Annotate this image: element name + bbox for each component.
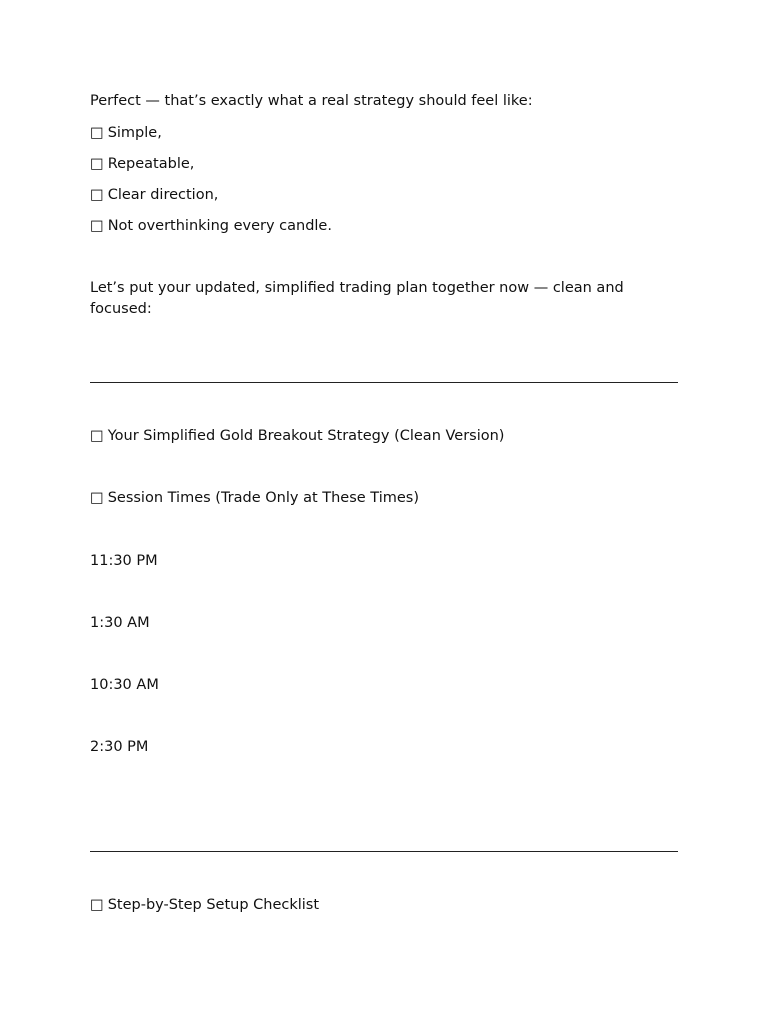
intro-point-clear-direction <box>90 185 218 206</box>
intro-point-label: Repeatable, <box>107 156 195 172</box>
sessions-heading <box>90 488 419 509</box>
session-time: 10:30 AM <box>90 677 159 693</box>
checkbox-icon: □ <box>90 156 104 172</box>
transition-paragraph: Let’s put your updated, simplified trading plan together now — clean and focused: <box>90 280 624 317</box>
intro-point-label: Not overthinking every candle. <box>107 218 332 234</box>
intro-point-label: Simple, <box>107 125 162 141</box>
intro-point-simple <box>90 123 162 144</box>
checklist-heading <box>90 895 319 916</box>
strategy-title <box>90 426 504 447</box>
intro-lead: Perfect — that’s exactly what a real strategy should feel like: <box>90 93 533 109</box>
checklist-icon: □ <box>90 897 104 913</box>
intro-point-repeatable <box>90 154 194 175</box>
section-divider <box>90 382 678 383</box>
section-divider <box>90 851 678 852</box>
checkbox-icon: □ <box>90 187 104 203</box>
session-time: 2:30 PM <box>90 739 149 755</box>
intro-point-label: Clear direction, <box>107 187 219 203</box>
session-time: 1:30 AM <box>90 615 150 631</box>
strategy-title-text: Your Simplified Gold Breakout Strategy (Clean Version) <box>107 428 505 444</box>
checkbox-icon: □ <box>90 218 104 234</box>
checkbox-icon: □ <box>90 125 104 141</box>
document-page <box>90 0 678 1024</box>
sessions-heading-text: Session Times (Trade Only at These Times) <box>107 490 419 506</box>
title-icon: □ <box>90 428 104 444</box>
session-time: 11:30 PM <box>90 553 158 569</box>
clock-icon: □ <box>90 490 104 506</box>
intro-point-not-overthinking <box>90 216 332 237</box>
checklist-heading-text: Step-by-Step Setup Checklist <box>107 897 320 913</box>
